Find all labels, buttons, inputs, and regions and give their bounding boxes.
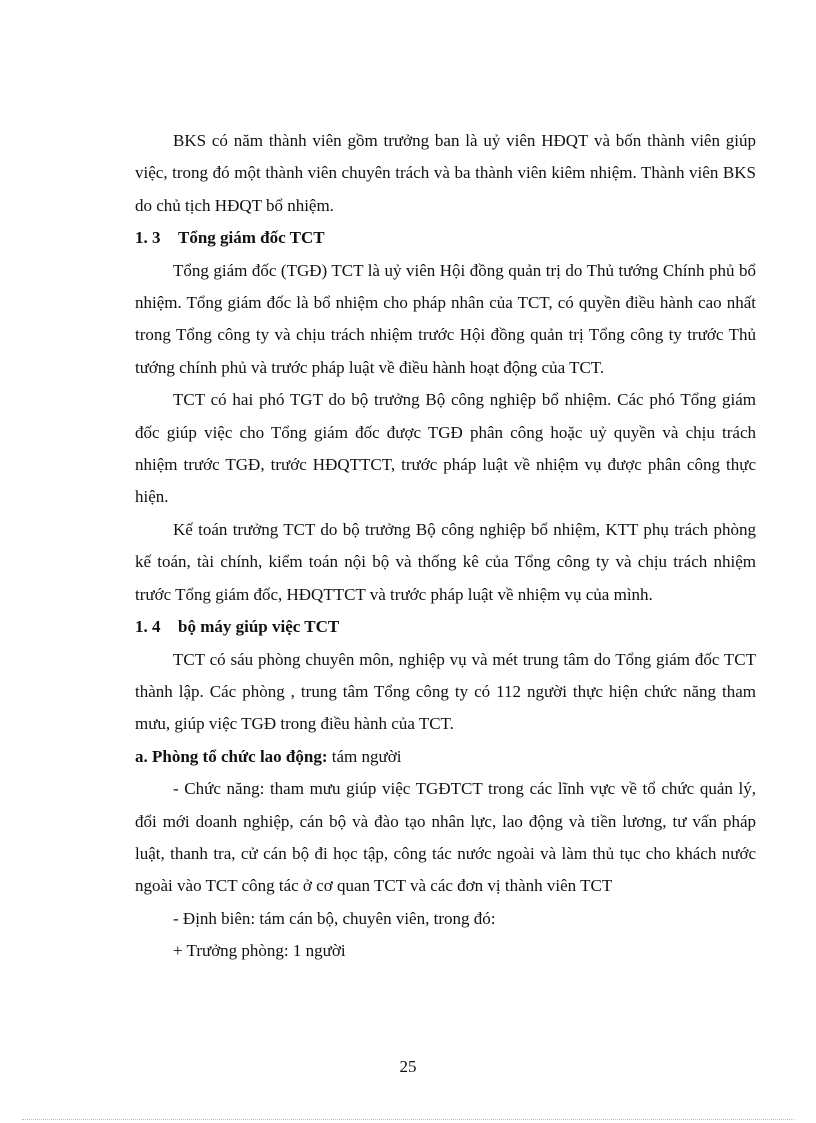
paragraph-dinh-bien: - Định biên: tám cán bộ, chuyên viên, trong đó: — [173, 908, 496, 928]
section-number: 1. 3 — [135, 228, 161, 248]
paragraph-tgd: Tổng giám đốc (TGĐ) TCT là uỷ viên Hội đồng quản trị do Thủ tướng Chính phủ bổ nhiệm. Tổng giám đốc là bổ nhiệm cho pháp nhân của TCT, có quyền điều hành cao nhất trong Tổng công ty và chịu trách nhiệm trước Hội đồng quản trị Tổng công ty trước Thủ tướng chính phủ và trước pháp luật về điều hành hoạt động của TCT. — [135, 260, 756, 377]
section-heading-1-3 — [135, 222, 756, 254]
paragraph-bks: BKS có năm thành viên gồm trưởng ban là uỷ viên HĐQT và bốn thành viên giúp việc, trong đó một thành viên chuyên trách và ba thành viên kiêm nhiệm. Thành viên BKS do chủ tịch HĐQT bổ nhiệm. — [135, 131, 756, 215]
page-bottom-divider — [22, 1119, 794, 1120]
paragraph-chuc-nang: - Chức năng: tham mưu giúp việc TGĐTCT trong các lĩnh vực về tổ chức quản lý, đổi mới doanh nghiệp, cán bộ và đào tạo nhân lực, lao động và tiền lương, tư vấn pháp luật, thanh tra, cử cán bộ đi học tập, công tác nước ngoài và làm thủ tục cho khách nước ngoài vào TCT công tác ở cơ quan TCT và các đơn vị thành viên TCT — [135, 779, 756, 896]
paragraph-bo-may: TCT có sáu phòng chuyên môn, nghiệp vụ và mét trung tâm do Tổng giám đốc TCT thành lập. Các phòng , trung tâm Tổng công ty có 112 người thực hiện chức năng tham mưu, giúp việc TGĐ trong điều hành của TCT. — [135, 649, 756, 734]
section-title: Tổng giám đốc TCT — [178, 228, 325, 248]
subheading-phong-to-chuc — [135, 741, 756, 773]
subheading-note: tám người — [327, 746, 402, 766]
paragraph-truong-phong: + Trưởng phòng: 1 người — [173, 941, 346, 961]
paragraph-ke-toan-truong: Kế toán trưởng TCT do bộ trưởng Bộ công nghiệp bổ nhiệm, KTT phụ trách phòng kế toán, tài chính, kiểm toán nội bộ và thống kê của Tổng công ty và chịu trách nhiệm trước Tổng giám đốc, HĐQTTCT và trước pháp luật về nhiệm vụ của mình. — [135, 519, 756, 604]
paragraph-pho-tgd: TCT có hai phó TGT do bộ trưởng Bộ công nghiệp bổ nhiệm. Các phó Tổng giám đốc giúp việc cho Tổng giám đốc được TGĐ phân công hoặc uỷ quyền và chịu trách nhiệm trước TGĐ, trước HĐQTTCT, trước pháp luật về nhiệm vụ được phân công thực hiện. — [135, 390, 756, 507]
section-heading-1-4 — [135, 611, 756, 643]
subheading-label: a. Phòng tổ chức lao động: — [135, 746, 328, 766]
section-number: 1. 4 — [135, 617, 161, 637]
page-body — [135, 125, 756, 968]
section-title: bộ máy giúp việc TCT — [178, 617, 340, 637]
page-number: 25 — [399, 1057, 417, 1076]
